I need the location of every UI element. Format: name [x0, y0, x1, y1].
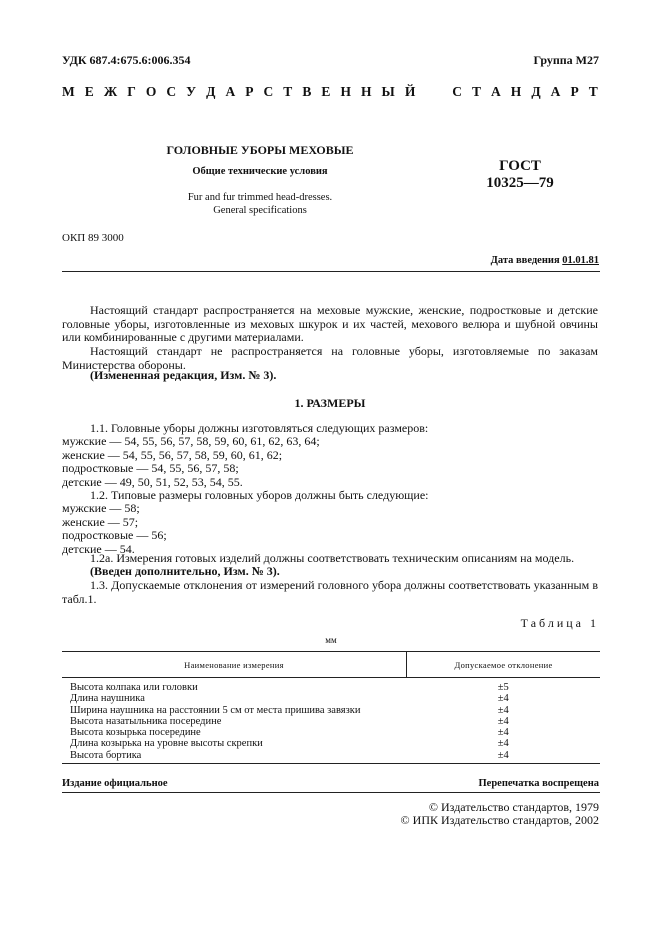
table-row: Высота колпака или головки ±5 [70, 682, 509, 693]
banner-letter [425, 84, 428, 100]
copyright-2002: © ИПК Издательство стандартов, 2002 [400, 813, 599, 827]
date-divider [62, 271, 600, 272]
banner-letter: М [62, 84, 75, 99]
official-edition: Издание официальное [62, 778, 168, 789]
intro-amendment: (Измененная редакция, Изм. № 3). [90, 368, 277, 382]
banner-letter: Й [404, 84, 416, 99]
banner-letter: Т [283, 84, 293, 99]
banner-letter: Ж [103, 84, 118, 99]
banner-letter: А [550, 84, 561, 99]
okp-code: ОКП 89 3000 [62, 232, 124, 244]
banner-letter [439, 84, 442, 100]
deviation-table [62, 651, 600, 764]
clause-1-2: 1.2. Типовые размеры головных уборов должны быть следующие: [90, 488, 429, 503]
table-header-name: Наименование измерения [62, 652, 407, 678]
size-list-item: мужские — 54, 55, 56, 57, 58, 59, 60, 61, 62, 63, 64; [62, 434, 320, 449]
banner-letter: Ы [381, 84, 395, 99]
banner-letter: Г [127, 84, 136, 99]
title-en-line1: Fur and fur trimmed head-dresses. [187, 192, 333, 203]
banner-letter: О [145, 84, 157, 99]
table-caption: Таблица 1 [520, 616, 599, 630]
table-row: Высота козырька посередине ±4 [70, 727, 509, 739]
banner-letter: А [225, 84, 236, 99]
gost-label: ГОСТ [499, 158, 541, 174]
udk-code: УДК 687.4:675.6:006.354 [62, 53, 191, 67]
banner-letter: С [166, 84, 177, 99]
size-list-item: подростковые — 54, 55, 56, 57, 58; [62, 461, 239, 476]
banner-letter: Т [471, 84, 481, 99]
table-row: Длина наушника ±4 [70, 693, 509, 705]
banner-letter: Е [321, 84, 331, 99]
intro-date-value: 01.01.81 [562, 255, 599, 266]
clause-1-2a: 1.2а. Измерения готовых изделий должны соответствовать техническим описаниям на модель. [90, 551, 575, 565]
banner-letter: В [302, 84, 312, 99]
banner-letter: Н [340, 84, 351, 99]
table-row: Высота назатыльника посередине ±4 [70, 715, 509, 727]
intro-date [491, 255, 599, 266]
intro-date-label: Дата введения [490, 255, 560, 266]
banner-letter: С [263, 84, 274, 99]
section-1-heading: 1. РАЗМЕРЫ [294, 396, 366, 410]
typical-size-item: детские — 54. [62, 541, 135, 556]
reprint-prohibited: Перепечатка воспрещена [478, 778, 599, 789]
gost-number: 10325—79 [486, 175, 554, 191]
copyright-1979: © Издательство стандартов, 1979 [428, 800, 599, 814]
title-ru-main: ГОЛОВНЫЕ УБОРЫ МЕХОВЫЕ [166, 143, 354, 157]
title-en-line2: General specifications [213, 205, 307, 216]
banner-letter: Д [206, 84, 216, 99]
banner-letter: Т [588, 84, 598, 99]
size-list-item: детские — 49, 50, 51, 52, 53, 54, 55. [62, 474, 243, 489]
table-header-deviation: Допускаемое отклонение [407, 652, 601, 678]
intro-paragraph-2: Настоящий стандарт не распространяется на головные уборы, изготовляемые по заказам Министерства обороны. [62, 344, 598, 372]
table-row: Длина козырька на уровне высоты скрепки ±4 [70, 738, 509, 750]
clause-1-2a-note: (Введен дополнительно, Изм. № 3). [90, 564, 280, 578]
table-unit: мм [325, 635, 337, 645]
banner-letter: Д [531, 84, 541, 99]
typical-size-item: мужские — 58; [62, 501, 140, 516]
typical-size-item: женские — 57; [62, 514, 139, 529]
banner-letter: Н [360, 84, 372, 99]
title-ru-sub: Общие технические условия [192, 166, 328, 177]
banner-letter: Р [570, 84, 579, 99]
footer-divider [62, 792, 600, 793]
banner-letter: Е [84, 84, 94, 99]
standard-banner [62, 84, 598, 100]
clause-1-1: 1.1. Головные уборы должны изготовляться следующих размеров: [90, 421, 429, 435]
clause-1-3: 1.3. Допускаемые отклонения от измерений головного убора должны соответствовать указанным в табл.1. [62, 578, 598, 606]
banner-letter: У [186, 84, 197, 99]
typical-size-item: подростковые — 56; [62, 528, 167, 543]
banner-letter: С [452, 84, 462, 99]
table-row: Высота бортика ±4 [62, 750, 600, 764]
table-row: Ширина наушника на расстоянии 5 см от места пришива завязки ±4 [70, 704, 509, 716]
banner-letter: Р [245, 84, 254, 99]
group-code: Группа М27 [533, 53, 599, 67]
banner-letter: Н [510, 84, 522, 99]
size-list-item: женские — 54, 55, 56, 57, 58, 59, 60, 61, 62; [62, 447, 283, 462]
intro-paragraph-1: Настоящий стандарт распространяется на меховые мужские, женские, подростковые и детские головные уборы, изготовленные из меховых шкурок и их частей, мехового велюра и шубной овчины или комбинированные с другими материалами. [62, 303, 598, 345]
banner-letter: А [491, 84, 501, 99]
section-1-body [62, 422, 598, 556]
